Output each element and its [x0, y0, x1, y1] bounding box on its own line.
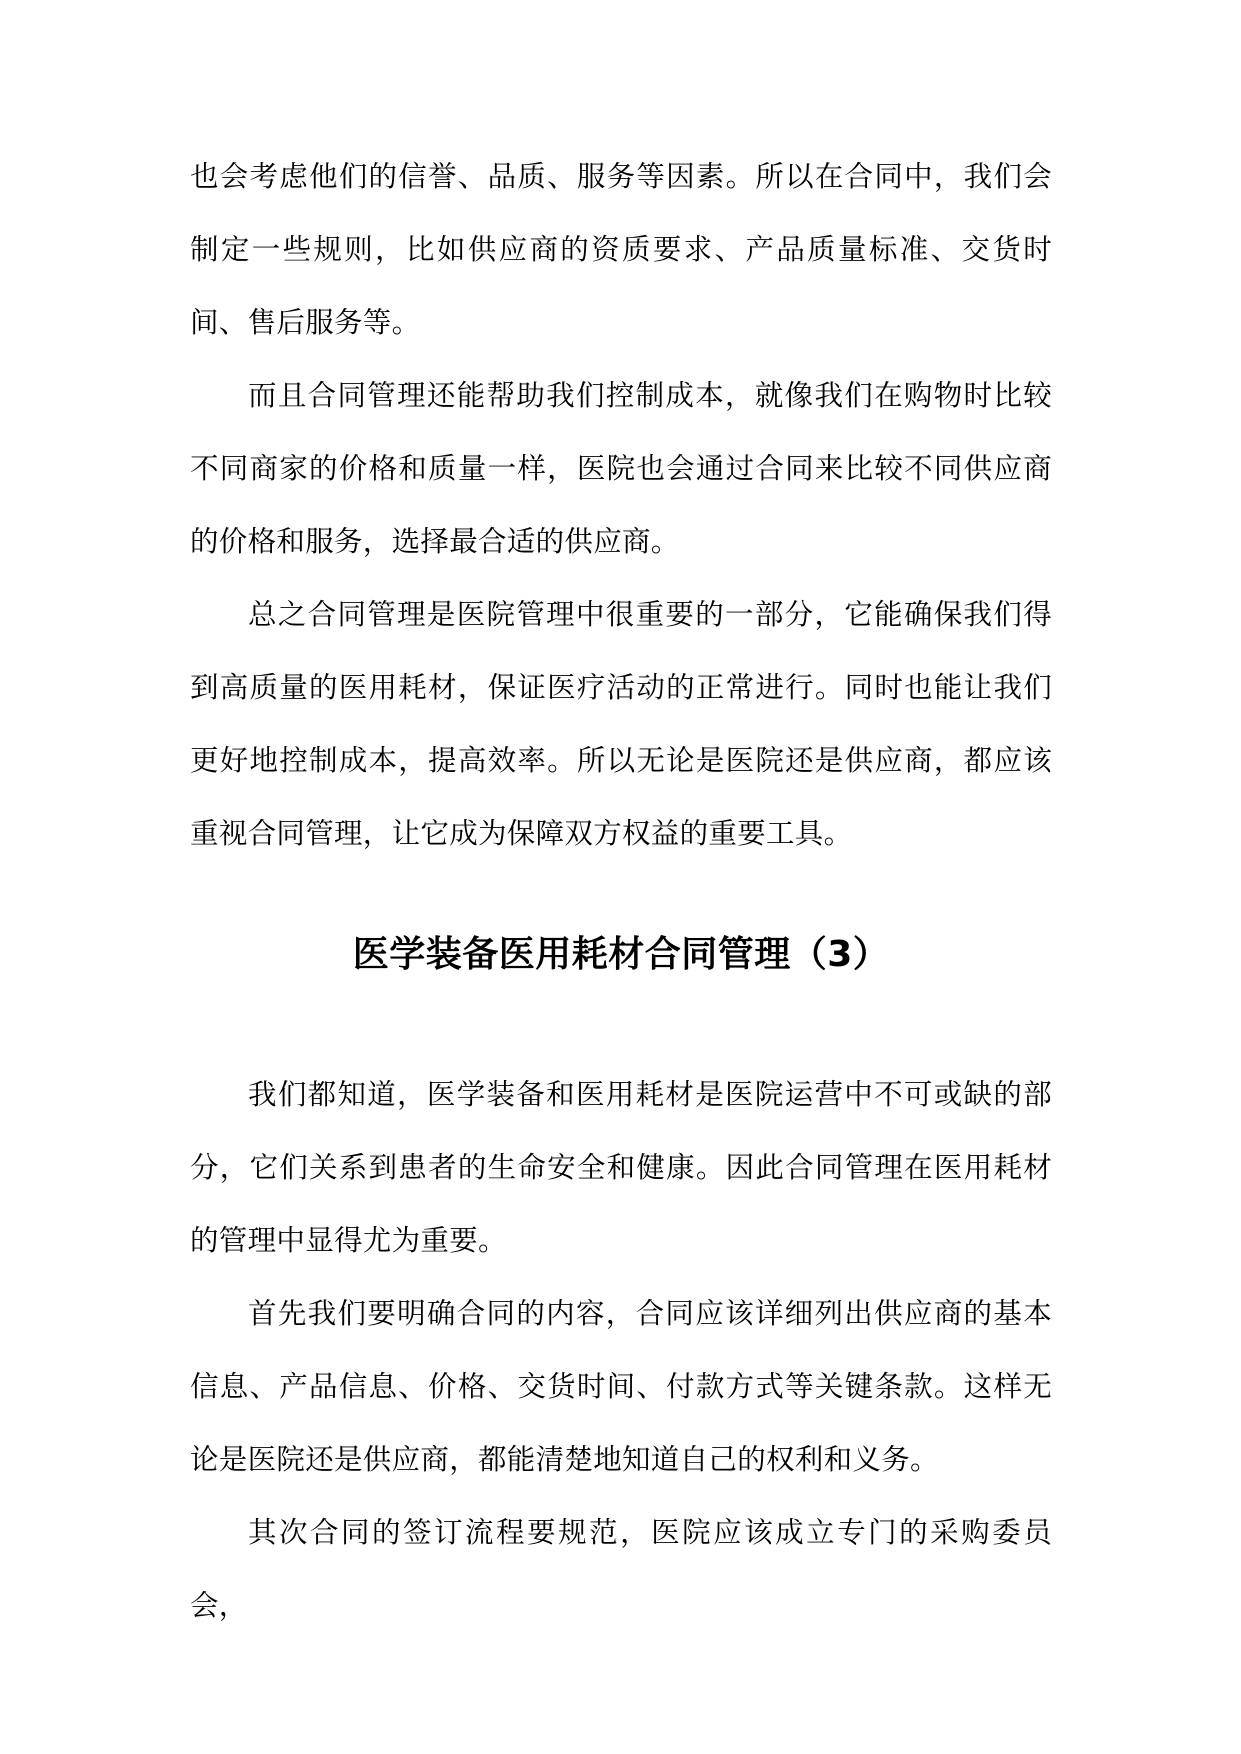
paragraph-cost-control: 而且合同管理还能帮助我们控制成本，就像我们在购物时比较不同商家的价格和质量一样，医院也会通过合同来比较不同供应商的价格和服务，选择最合适的供应商。: [190, 379, 1052, 558]
paragraph-summary: 总之合同管理是医院管理中很重要的一部分，它能确保我们得到高质量的医用耗材，保证医疗活动的正常进行。同时也能让我们更好地控制成本，提高效率。所以无论是医院还是供应商，都应该重视合同管理，让它成为保障双方权益的重要工具。: [190, 598, 1052, 850]
paragraph-continued: 也会考虑他们的信誉、品质、服务等因素。所以在合同中，我们会制定一些规则，比如供应商的资质要求、产品质量标准、交货时间、售后服务等。: [190, 160, 1052, 339]
section-title: 医学装备医用耗材合同管理（3）: [352, 934, 890, 975]
top-text-block: [190, 140, 1052, 870]
paragraph-intro: 我们都知道，医学装备和医用耗材是医院运营中不可或缺的部分，它们关系到患者的生命安全和健康。因此合同管理在医用耗材的管理中显得尤为重要。: [190, 1078, 1052, 1257]
paragraph-contract-content: 首先我们要明确合同的内容，合同应该详细列出供应商的基本信息、产品信息、价格、交货时间、付款方式等关键条款。这样无论是医院还是供应商，都能清楚地知道自己的权利和义务。: [190, 1297, 1052, 1476]
paragraph-signing-process: 其次合同的签订流程要规范，医院应该成立专门的采购委员会，: [190, 1516, 1052, 1622]
bottom-text-block: [190, 1058, 1052, 1642]
